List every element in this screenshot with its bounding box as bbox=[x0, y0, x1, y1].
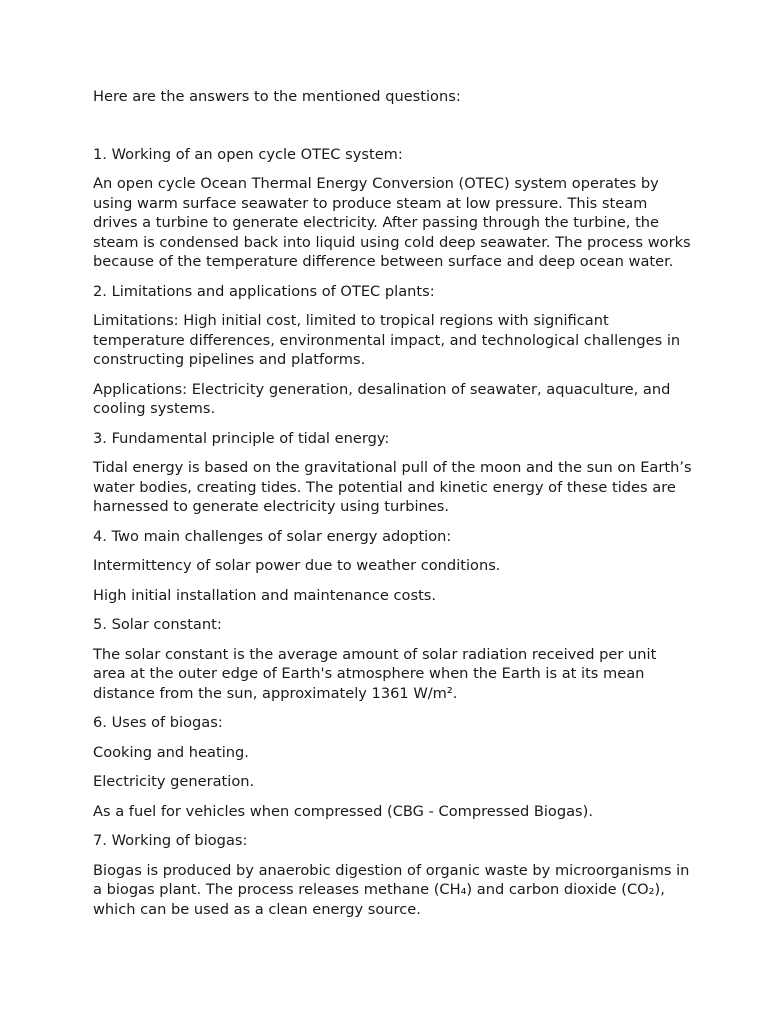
answer-paragraph: Intermittency of solar power due to weather conditions. bbox=[93, 557, 501, 574]
answer-paragraph: The solar constant is the average amount of solar radiation received per unit area at the outer edge of Earth's atmosphere when the Earth is at its mean distance from the sun, approximately 1361 W/m². bbox=[93, 645, 657, 702]
question-heading: 5. Solar constant: bbox=[93, 616, 222, 633]
question-heading: 3. Fundamental principle of tidal energy: bbox=[93, 429, 390, 447]
answer-paragraph: Electricity generation. bbox=[93, 773, 255, 790]
answer-paragraph: As a fuel for vehicles when compressed (CBG - Compressed Biogas). bbox=[93, 802, 593, 820]
question-heading: 6. Uses of biogas: bbox=[93, 714, 223, 731]
answer-paragraph: Biogas is produced by anaerobic digestion of organic waste by microorganisms in a biogas plant. The process releases methane (CH₄) and carbon dioxide (CO₂), which can be used as a clean energy source. bbox=[93, 861, 690, 918]
question-heading: 2. Limitations and applications of OTEC plants: bbox=[93, 282, 435, 300]
intro-text: Here are the answers to the mentioned questions: bbox=[93, 88, 461, 105]
answer-paragraph: An open cycle Ocean Thermal Energy Conversion (OTEC) system operates by using warm surface seawater to produce steam at low pressure. This steam drives a turbine to generate electricity. After passing through the turbine, the steam is condensed back into liquid using cold deep seawater. The process works because of the temperature difference between surface and deep ocean water. bbox=[93, 175, 691, 270]
answer-paragraph: High initial installation and maintenance costs. bbox=[93, 586, 437, 604]
answer-paragraph: Tidal energy is based on the gravitational pull of the moon and the sun on Earth’s water bodies, creating tides. The potential and kinetic energy of these tides are harnessed to generate electricity using turbines. bbox=[93, 459, 692, 515]
document-page bbox=[93, 87, 693, 929]
answers-list bbox=[93, 145, 693, 920]
question-heading: 4. Two main challenges of solar energy adoption: bbox=[93, 527, 452, 545]
answer-paragraph: Cooking and heating. bbox=[93, 743, 249, 761]
answer-paragraph: Limitations: High initial cost, limited to tropical regions with significant temperature differences, environmental impact, and technological challenges in constructing pipelines and platforms. bbox=[93, 312, 681, 368]
answer-paragraph: Applications: Electricity generation, desalination of seawater, aquaculture, and cooling systems. bbox=[93, 380, 671, 417]
question-heading: 1. Working of an open cycle OTEC system: bbox=[93, 145, 403, 163]
question-heading: 7. Working of biogas: bbox=[93, 832, 248, 849]
